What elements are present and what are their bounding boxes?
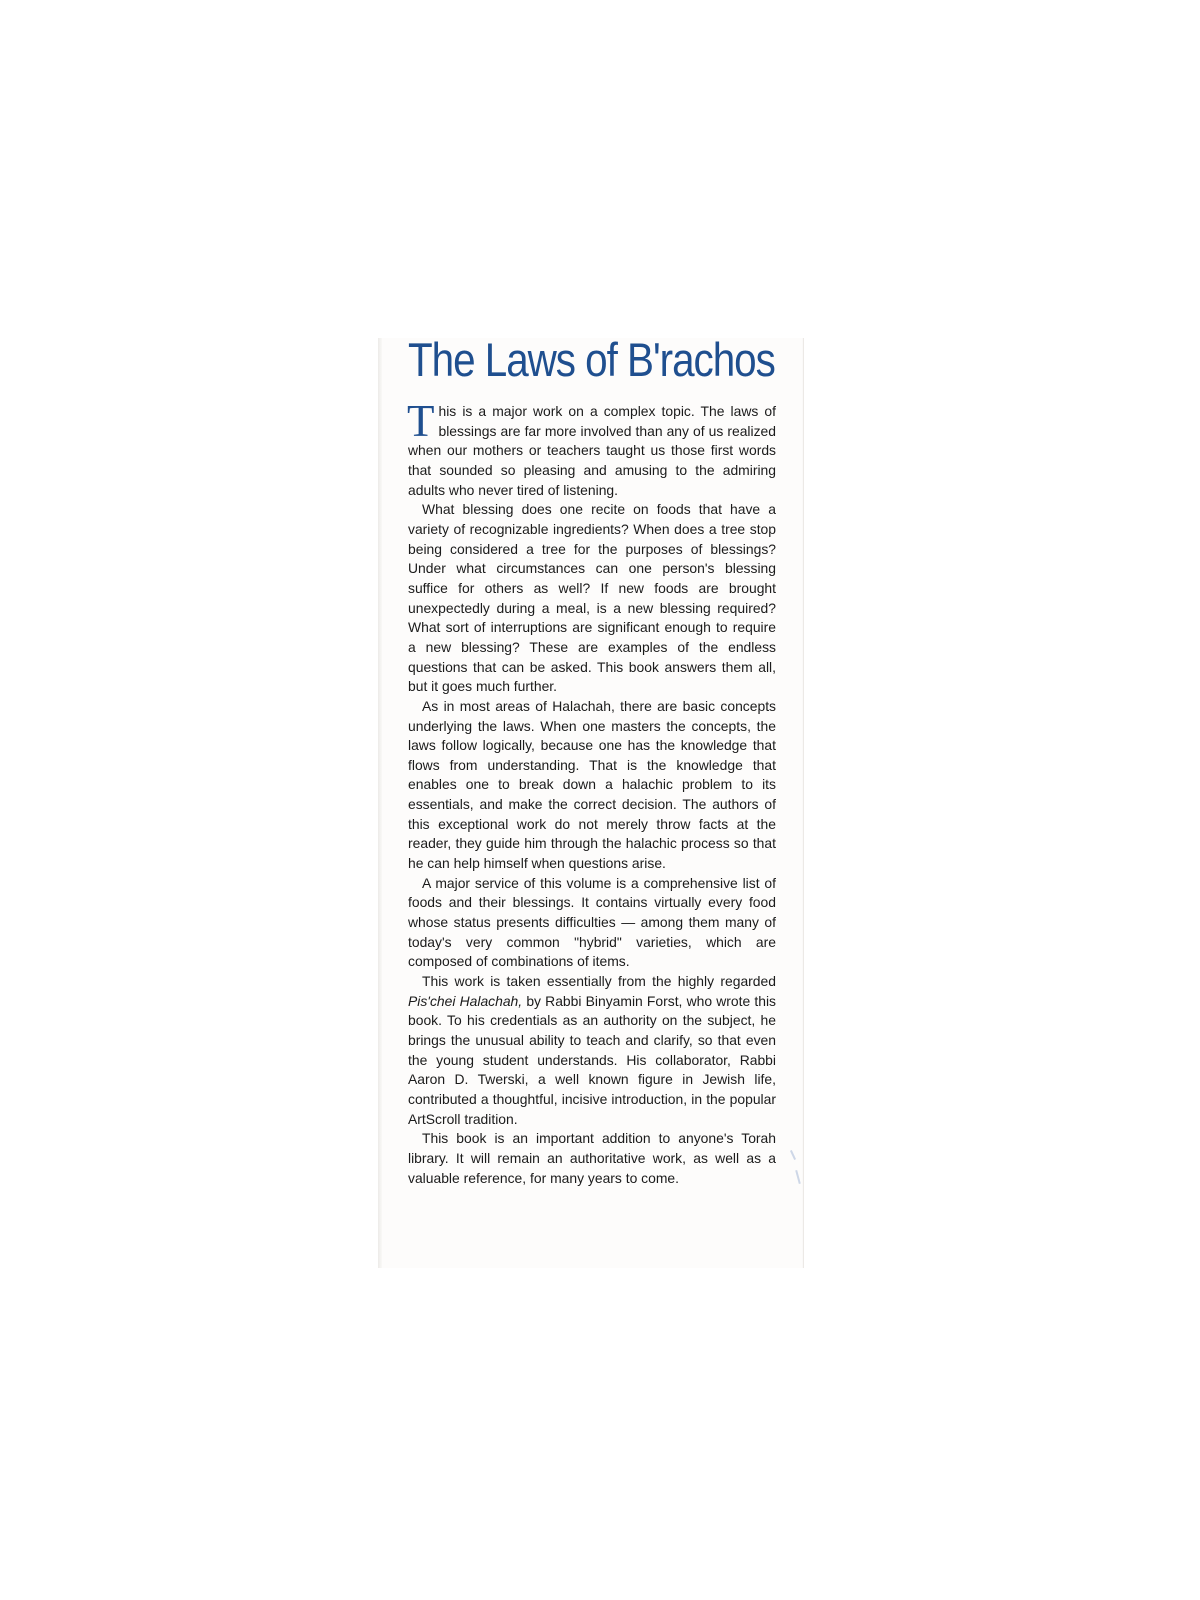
paragraph-1-text: his is a major work on a complex topic. The laws of blessings are far more involved than any of us realized when our mothers or teachers taught us those first words that sounded so pleasing and amusing to the admiring adults who never tired of listening. xyxy=(408,403,776,498)
paragraph-6: This book is an important addition to anyone's Torah library. It will remain an authoritative work, as well as a valuable reference, for many years to come. xyxy=(408,1130,776,1186)
flap-body-text xyxy=(407,396,776,1188)
paragraph-5-text-a: This work is taken essentially from the highly regarded xyxy=(422,973,776,990)
paragraph-5 xyxy=(408,972,776,1129)
book-title: The Laws of B'rachos xyxy=(408,333,775,386)
book-reference-italic: Pis'chei Halachah, xyxy=(408,992,523,1009)
paragraph-3: As in most areas of Halachah, there are basic concepts underlying the laws. When one masters the concepts, the laws follow logically, because one has the knowledge that flows from understanding. That is the knowledge that enables one to break down a halachic problem to its essentials, and make the correct decision. The authors of this exceptional work do not merely throw facts at the reader, they guide him through the halachic process so that he can help himself when questions arise. xyxy=(408,697,776,872)
paragraph-1 xyxy=(407,396,776,500)
paragraph-2: What blessing does one recite on foods that have a variety of recognizable ingredients? When does a tree stop being considered a tree for the purposes of blessings? Under what circumstances can one person's blessing suffice for others as well? If new foods are brought unexpectedly during a meal, is a new blessing required? What sort of interruptions are significant enough to require a new blessing? These are examples of the endless questions that can be asked. This book answers them all, but it goes much further. xyxy=(408,501,776,695)
drop-cap: T xyxy=(407,396,435,446)
paragraph-5-text-b: by Rabbi Binyamin Forst, who wrote this book. To his credentials as an authority on the subject, he brings the unusual ability to teach and clarify, so that even the young student understands. His collaborator, Rabbi Aaron D. Twerski, a well known figure in Jewish life, contributed a thoughtful, incisive introduction, in the popular ArtScroll tradition. xyxy=(408,992,776,1127)
paragraph-4: A major service of this volume is a comprehensive list of foods and their blessings. It contains virtually every food whose status presents difficulties — among them many of today's very common "hybrid" varieties, which are composed of combinations of items. xyxy=(408,874,776,970)
flap-fold-edge xyxy=(378,338,382,1268)
